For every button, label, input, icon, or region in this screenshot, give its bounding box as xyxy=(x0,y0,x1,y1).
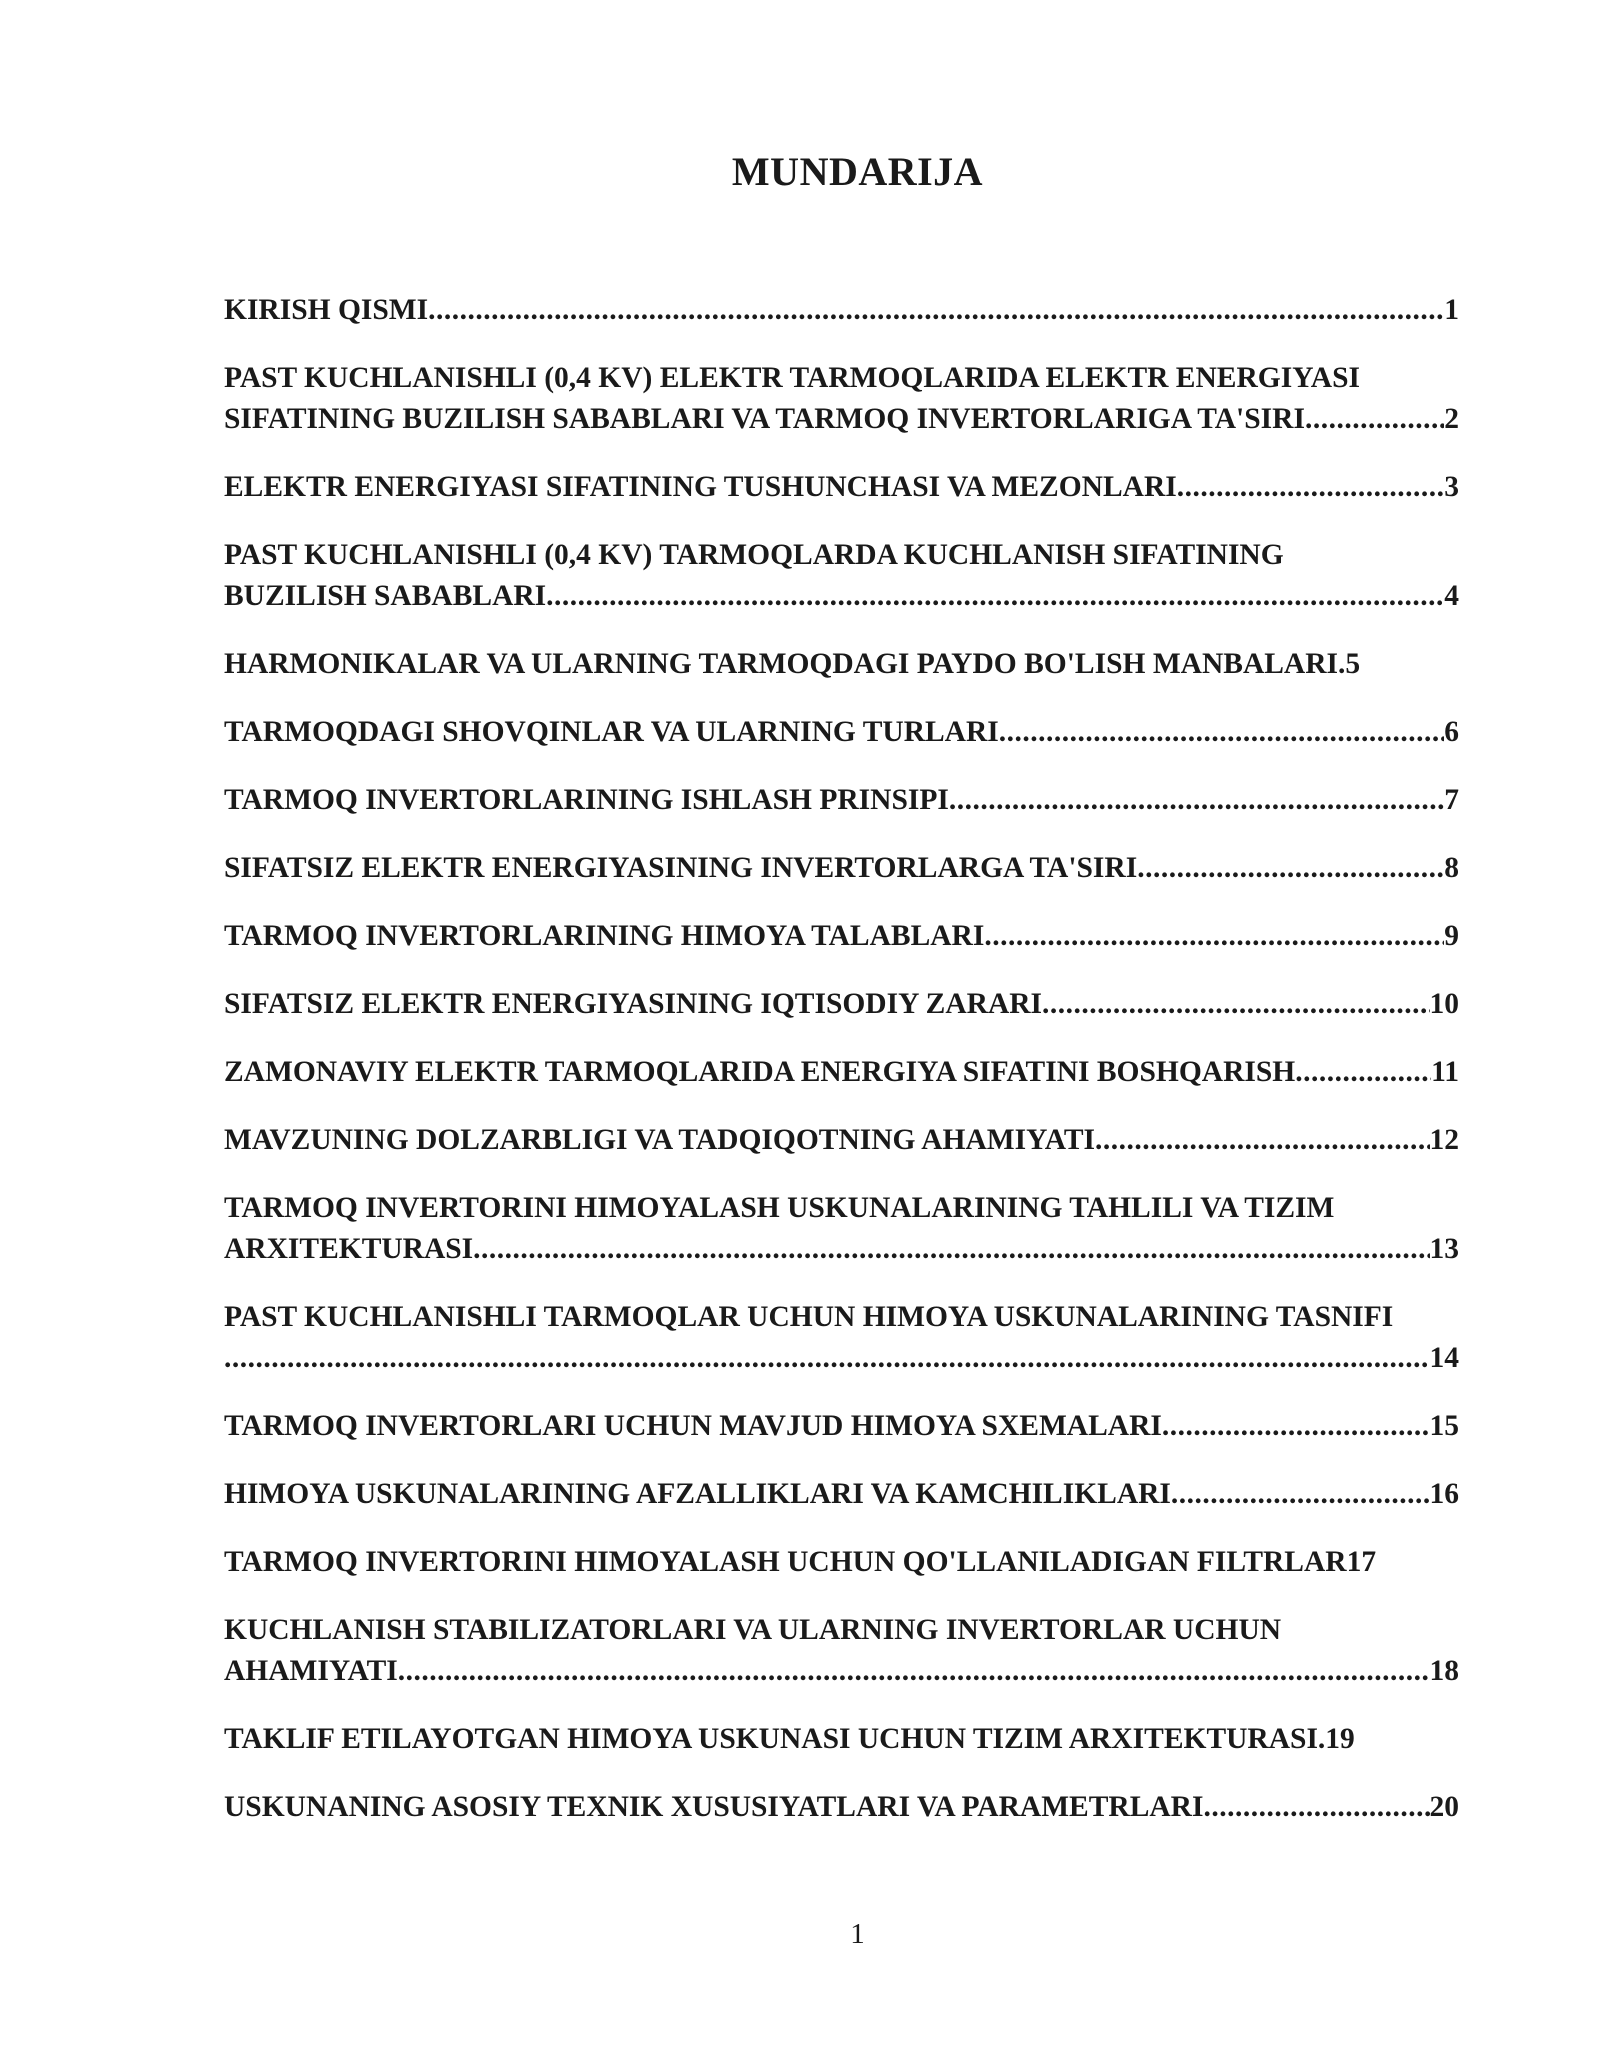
toc-entry-last-line xyxy=(224,848,1459,889)
dot-leader xyxy=(546,576,1444,617)
toc-entry-19[interactable] xyxy=(224,1719,1459,1760)
toc-entry-8[interactable] xyxy=(224,848,1459,889)
toc-entry-17[interactable] xyxy=(224,1542,1459,1583)
toc-entry-last-line xyxy=(224,1651,1459,1692)
toc-entry-page-number: 4 xyxy=(1444,580,1459,612)
toc-entry-last-line xyxy=(224,712,1459,753)
toc-entry-20[interactable] xyxy=(224,1787,1459,1828)
toc-entry-last-line xyxy=(224,1542,1459,1583)
toc-entry-text: MAVZUNING DOLZARBLIGI VA TADQIQOTNING AHAMIYATI xyxy=(224,1124,1095,1156)
toc-entry-last-line xyxy=(224,1406,1459,1447)
dot-leader xyxy=(473,1229,1429,1270)
dot-leader xyxy=(1137,848,1444,889)
toc-entry-page-number: 5 xyxy=(1345,648,1361,680)
dot-leader xyxy=(984,916,1444,957)
dot-leader xyxy=(1305,399,1444,440)
toc-entry-text-line: PAST KUCHLANISHLI TARMOQLAR UCHUN HIMOYA USKUNALARINING TASNIFI xyxy=(224,1301,1394,1333)
toc-entry-last-line xyxy=(224,1338,1459,1379)
toc-entry-page-number: 3 xyxy=(1444,471,1459,503)
dot-leader xyxy=(398,1651,1430,1692)
dot-leader xyxy=(1162,1406,1430,1447)
toc-entry-14[interactable] xyxy=(224,1297,1459,1379)
toc-entry-text: TARMOQ INVERTORLARINING HIMOYA TALABLARI xyxy=(224,920,985,952)
toc-entry-last-line xyxy=(224,467,1459,508)
toc-entry-last-line xyxy=(224,1719,1459,1760)
toc-entry-text-line: PAST KUCHLANISHLI (0,4 KV) TARMOQLARDA KUCHLANISH SIFATINING xyxy=(224,539,1284,571)
toc-entry-page-number: 10 xyxy=(1429,988,1459,1020)
toc-entry-text: TARMOQ INVERTORLARI UCHUN MAVJUD HIMOYA SXEMALARI xyxy=(224,1410,1162,1442)
toc-entry-7[interactable] xyxy=(224,780,1459,821)
toc-entry-last-line xyxy=(224,1052,1459,1093)
toc-entry-page-number: 20 xyxy=(1429,1791,1459,1823)
toc-entry-last-line xyxy=(224,576,1459,617)
toc-entry-page-number: 13 xyxy=(1429,1233,1459,1265)
dot-leader xyxy=(428,290,1444,331)
toc-entry-6[interactable] xyxy=(224,712,1459,753)
toc-entry-text: SIFATINING BUZILISH SABABLARI VA TARMOQ INVERTORLARIGA TA'SIRI xyxy=(224,403,1305,435)
toc-entry-text: ARXITEKTURASI xyxy=(224,1233,474,1265)
toc-entry-11[interactable] xyxy=(224,1052,1459,1093)
toc-entry-text: ELEKTR ENERGIYASI SIFATINING TUSHUNCHASI VA MEZONLARI xyxy=(224,471,1177,503)
toc-entry-last-line xyxy=(224,644,1459,685)
toc-entry-text: USKUNANING ASOSIY TEXNIK XUSUSIYATLARI VA PARAMETRLARI xyxy=(224,1791,1204,1823)
toc-entry-last-line xyxy=(224,1787,1459,1828)
toc-entry-2[interactable] xyxy=(224,358,1459,440)
toc-entry-page-number: 6 xyxy=(1444,716,1459,748)
toc-entry-text: HIMOYA USKUNALARINING AFZALLIKLARI VA KAMCHILIKLARI xyxy=(224,1478,1171,1510)
toc-entry-9[interactable] xyxy=(224,916,1459,957)
toc-entry-last-line xyxy=(224,1120,1459,1161)
toc-entry-text: AHAMIYATI xyxy=(224,1655,398,1687)
toc-entry-text: KIRISH QISMI xyxy=(224,294,429,326)
toc-entry-12[interactable] xyxy=(224,1120,1459,1161)
toc-entry-text: TARMOQ INVERTORINI HIMOYALASH UCHUN QO'LLANILADIGAN FILTRLAR xyxy=(224,1546,1347,1578)
toc-entry-1[interactable] xyxy=(224,290,1459,331)
toc-entry-page-number: 8 xyxy=(1444,852,1459,884)
toc-entry-last-line xyxy=(224,984,1459,1025)
toc-entry-page-number: 14 xyxy=(1429,1342,1459,1374)
table-of-contents xyxy=(224,290,1459,1855)
toc-title: MUNDARIJA xyxy=(731,149,984,194)
dot-leader xyxy=(1203,1787,1429,1828)
toc-entry-last-line xyxy=(224,780,1459,821)
toc-entry-5[interactable] xyxy=(224,644,1459,685)
toc-entry-13[interactable] xyxy=(224,1188,1459,1270)
toc-entry-text: TARMOQDAGI SHOVQINLAR VA ULARNING TURLARI xyxy=(224,716,999,748)
toc-entry-page-number: 16 xyxy=(1429,1478,1459,1510)
toc-entry-text: SIFATSIZ ELEKTR ENERGIYASINING IQTISODIY ZARARI xyxy=(224,988,1043,1020)
toc-entry-10[interactable] xyxy=(224,984,1459,1025)
dot-leader xyxy=(1042,984,1429,1025)
toc-entry-text: HARMONIKALAR VA ULARNING TARMOQDAGI PAYDO BO'LISH MANBALARI. xyxy=(224,648,1346,680)
dot-leader xyxy=(1177,467,1445,508)
toc-entry-text: SIFATSIZ ELEKTR ENERGIYASINING INVERTORLARGA TA'SIRI xyxy=(224,852,1138,884)
toc-entry-text: TAKLIF ETILAYOTGAN HIMOYA USKUNASI UCHUN TIZIM ARXITEKTURASI. xyxy=(224,1723,1326,1755)
toc-entry-page-number: 9 xyxy=(1444,920,1459,952)
toc-entry-text-line: PAST KUCHLANISHLI (0,4 KV) ELEKTR TARMOQLARIDA ELEKTR ENERGIYASI xyxy=(224,362,1360,394)
toc-entry-last-line xyxy=(224,290,1459,331)
toc-entry-18[interactable] xyxy=(224,1610,1459,1692)
toc-entry-16[interactable] xyxy=(224,1474,1459,1515)
toc-entry-page-number: 19 xyxy=(1325,1723,1355,1755)
toc-entry-text: ZAMONAVIY ELEKTR TARMOQLARIDA ENERGIYA SIFATINI BOSHQARISH xyxy=(224,1056,1296,1088)
toc-entry-3[interactable] xyxy=(224,467,1459,508)
toc-entry-last-line xyxy=(224,1474,1459,1515)
dot-leader xyxy=(224,1338,1430,1379)
toc-entry-text-line: KUCHLANISH STABILIZATORLARI VA ULARNING INVERTORLAR UCHUN xyxy=(224,1614,1282,1646)
toc-entry-page-number: 12 xyxy=(1429,1124,1459,1156)
dot-leader xyxy=(949,780,1444,821)
toc-entry-last-line xyxy=(224,916,1459,957)
toc-entry-text: TARMOQ INVERTORLARINING ISHLASH PRINSIPI xyxy=(224,784,949,816)
toc-entry-page-number: 17 xyxy=(1346,1546,1377,1578)
toc-entry-page-number: 18 xyxy=(1429,1655,1459,1687)
toc-entry-page-number: 11 xyxy=(1431,1056,1459,1088)
toc-entry-page-number: 15 xyxy=(1429,1410,1459,1442)
toc-entry-page-number: 1 xyxy=(1444,294,1459,326)
dot-leader xyxy=(1171,1474,1430,1515)
dot-leader xyxy=(1295,1052,1431,1093)
toc-entry-last-line xyxy=(224,1229,1459,1270)
toc-entry-page-number: 7 xyxy=(1444,784,1459,816)
toc-entry-text-line: TARMOQ INVERTORINI HIMOYALASH USKUNALARINING TAHLILI VA TIZIM xyxy=(224,1192,1335,1224)
dot-leader xyxy=(1095,1120,1430,1161)
page-number: 1 xyxy=(850,1918,865,1950)
toc-entry-15[interactable] xyxy=(224,1406,1459,1447)
toc-entry-4[interactable] xyxy=(224,535,1459,617)
toc-entry-last-line xyxy=(224,399,1459,440)
toc-entry-text: BUZILISH SABABLARI xyxy=(224,580,547,612)
dot-leader xyxy=(999,712,1444,753)
toc-entry-page-number: 2 xyxy=(1444,403,1459,435)
